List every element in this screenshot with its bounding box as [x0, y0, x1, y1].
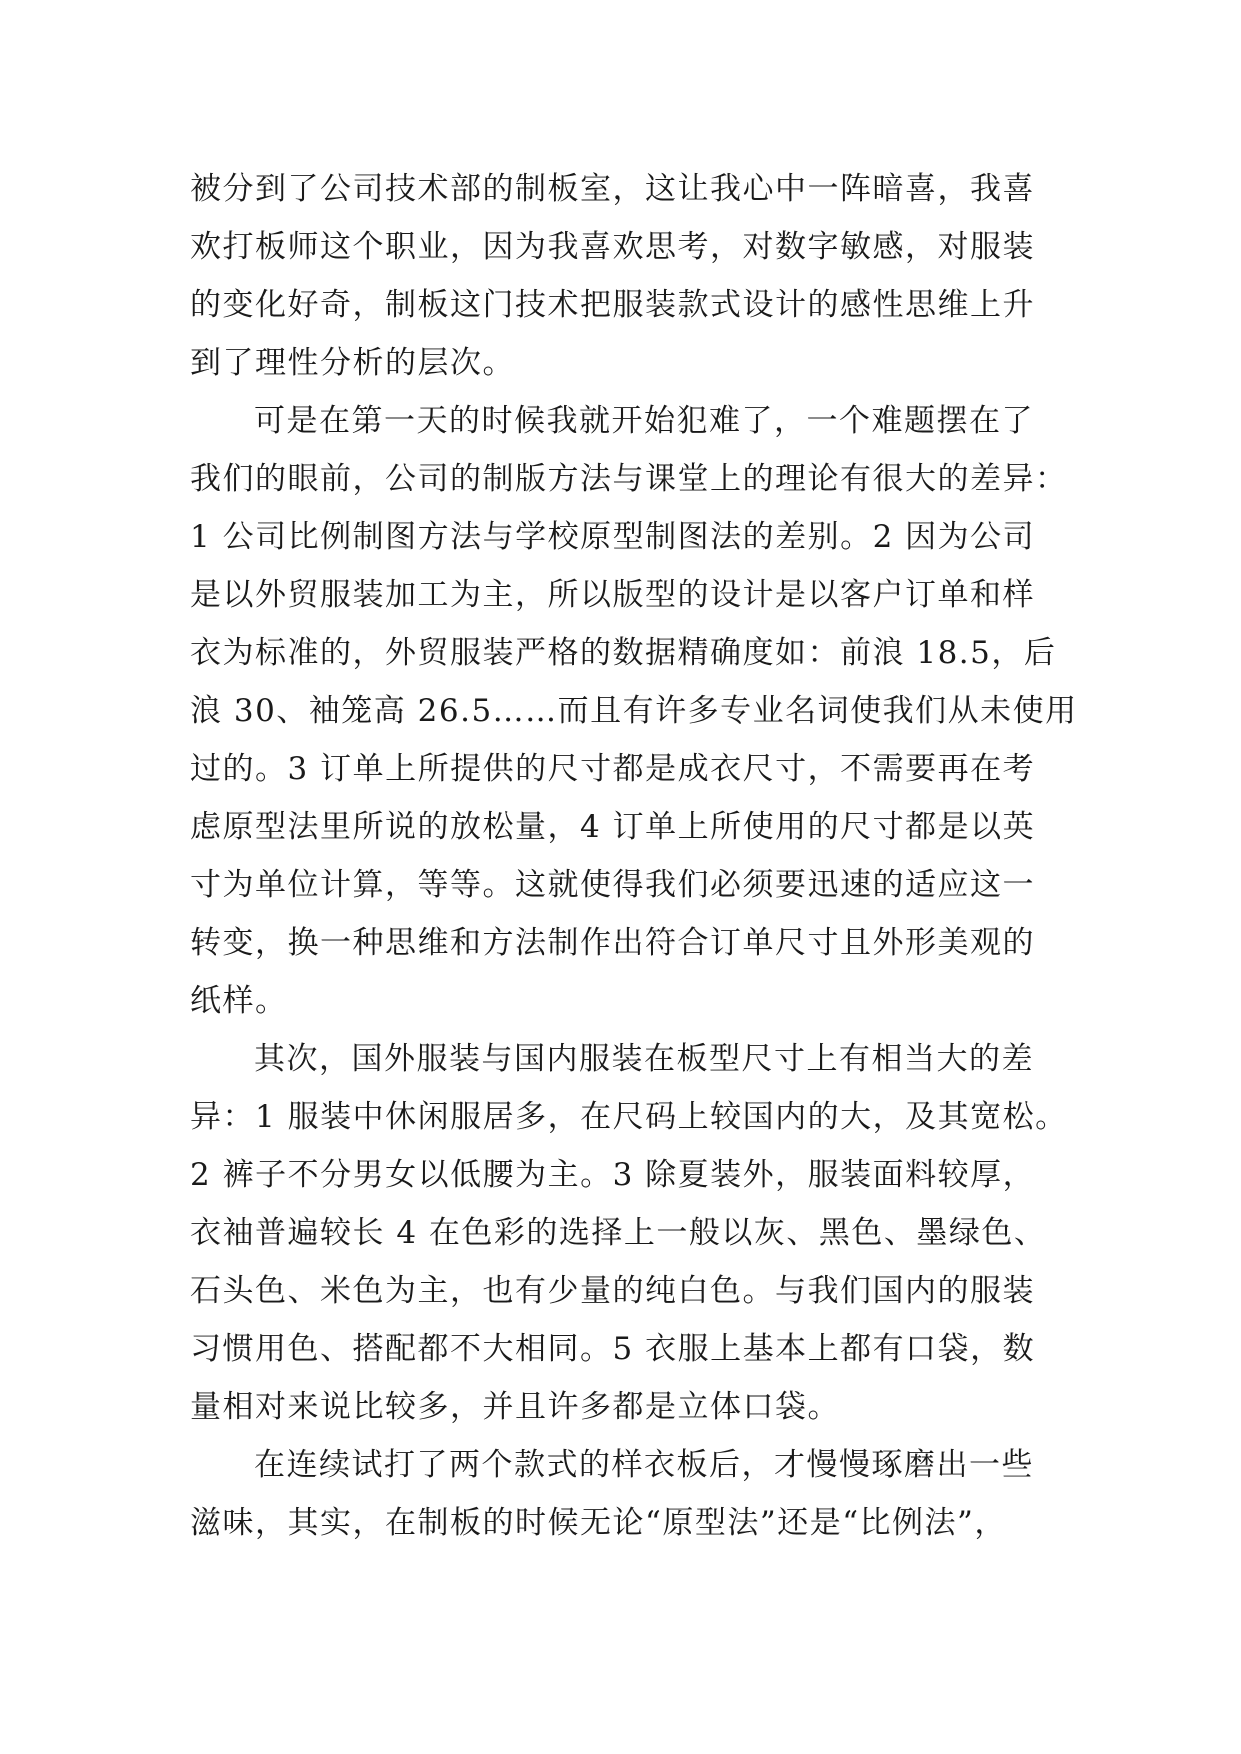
text-line: 滋味，其实，在制板的时候无论“原型法”还是“比例法”，	[190, 1505, 1007, 1541]
text-line: 异：1 服装中休闲服居多，在尺码上较国内的大，及其宽松。	[190, 1099, 1068, 1135]
document-body	[190, 160, 1078, 1552]
text-line: 1 公司比例制图方法与学校原型制图法的差别。2 因为公司	[190, 519, 1036, 555]
text-line: 被分到了公司技术部的制板室，这让我心中一阵暗喜，我喜	[190, 171, 1035, 207]
text-line: 我们的眼前，公司的制版方法与课堂上的理论有很大的差异：	[190, 461, 1068, 497]
text-line: 的变化好奇，制板这门技术把服装款式设计的感性思维上升	[190, 287, 1035, 323]
text-line: 衣袖普遍较长 4 在色彩的选择上一般以灰、黑色、墨绿色、	[190, 1215, 1047, 1251]
text-line: 寸为单位计算，等等。这就使得我们必须要迅速的适应这一	[190, 867, 1035, 903]
text-line: 转变，换一种思维和方法制作出符合订单尺寸且外形美观的	[190, 925, 1035, 961]
paragraph-first-line: 其次，国外服装与国内服装在板型尺寸上有相当大的差	[254, 1041, 1034, 1077]
text-line: 纸样。	[190, 983, 288, 1019]
paragraph-first-line: 在连续试打了两个款式的样衣板后，才慢慢琢磨出一些	[254, 1447, 1034, 1483]
text-line: 是以外贸服装加工为主，所以版型的设计是以客户订单和样	[190, 577, 1035, 613]
text-line: 石头色、米色为主，也有少量的纯白色。与我们国内的服装	[190, 1273, 1035, 1309]
paragraph-first-line: 可是在第一天的时候我就开始犯难了，一个难题摆在了	[254, 403, 1034, 439]
text-line: 习惯用色、搭配都不大相同。5 衣服上基本上都有口袋，数	[190, 1331, 1036, 1367]
text-line: 量相对来说比较多，并且许多都是立体口袋。	[190, 1389, 840, 1425]
text-line: 过的。3 订单上所提供的尺寸都是成衣尺寸，不需要再在考	[190, 751, 1036, 787]
text-line: 浪 30、袖笼高 26.5……而且有许多专业名词使我们从未使用	[190, 693, 1078, 729]
text-line: 2 裤子不分男女以低腰为主。3 除夏装外，服装面料较厚，	[190, 1157, 1036, 1193]
text-line: 到了理性分析的层次。	[190, 345, 515, 381]
text-line: 欢打板师这个职业，因为我喜欢思考，对数字敏感，对服装	[190, 229, 1035, 265]
text-line: 虑原型法里所说的放松量，4 订单上所使用的尺寸都是以英	[190, 809, 1036, 845]
text-line: 衣为标准的，外贸服装严格的数据精确度如：前浪 18.5，后	[190, 635, 1057, 671]
